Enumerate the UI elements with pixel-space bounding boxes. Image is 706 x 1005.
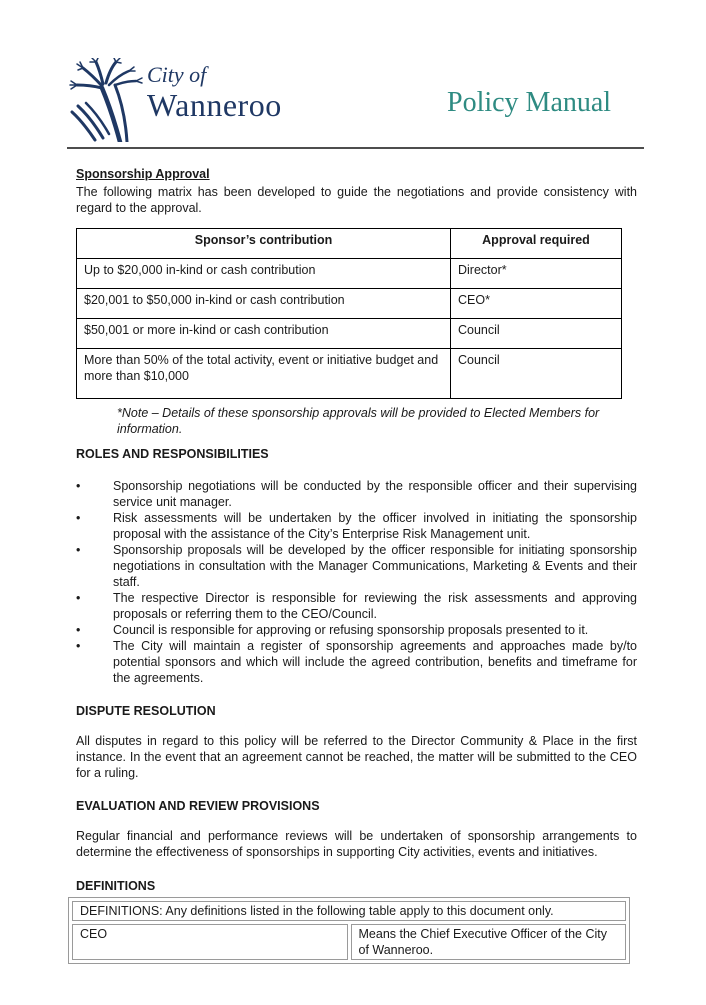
table-row — [77, 349, 622, 399]
roles-bullet-list — [76, 478, 637, 686]
definitions-heading: DEFINITIONS — [76, 879, 156, 893]
logo-city-of: City of — [147, 62, 207, 87]
list-item — [76, 510, 637, 542]
table-row — [77, 319, 622, 349]
dispute-resolution-heading: DISPUTE RESOLUTION — [76, 704, 216, 718]
bullet-icon: • — [76, 591, 81, 605]
definitions-caption-cell: DEFINITIONS: Any definitions listed in the following table apply to this document only. — [72, 901, 626, 921]
definitions-table-wrapper — [68, 897, 630, 964]
definition-text-cell: Means the Chief Executive Officer of the City of Wanneroo. — [351, 924, 627, 960]
roles-heading: ROLES AND RESPONSIBILITIES — [76, 447, 269, 461]
header-divider — [67, 147, 644, 149]
definition-row — [72, 924, 626, 960]
dispute-resolution-paragraph: All disputes in regard to this policy will be referred to the Director Community & Place in the first instance. In the event that an agreement cannot be reached, the matter will be submitted to the CEO for a ruling. — [76, 734, 637, 780]
document-body — [76, 166, 637, 964]
evaluation-paragraph: Regular financial and performance reviews will be undertaken of sponsorship arrangements to determine the effectiveness of sponsorships in supporting City activities, events and initiatives. — [76, 829, 637, 859]
definitions-table — [69, 898, 629, 963]
approval-cell: Council — [451, 319, 622, 349]
approval-matrix-table — [76, 228, 622, 399]
column-header-approval: Approval required — [451, 229, 622, 259]
approval-cell: CEO* — [451, 289, 622, 319]
logo-wanneroo: Wanneroo — [147, 87, 282, 123]
bullet-text: The City will maintain a register of sponsorship agreements and approaches made by/to potential sponsors and which will include the agreed contribution, benefits and timeframe for the agreements. — [113, 639, 637, 685]
approval-cell: Council — [451, 349, 622, 399]
bullet-text: The respective Director is responsible for reviewing the risk assessments and approving proposals or referring them to the CEO/Council. — [113, 591, 637, 621]
bullet-icon: • — [76, 479, 81, 493]
kangaroo-paw-logo-icon — [66, 58, 146, 142]
evaluation-heading: EVALUATION AND REVIEW PROVISIONS — [76, 799, 320, 813]
list-item — [76, 542, 637, 590]
sponsorship-intro-paragraph: The following matrix has been developed to guide the negotiations and provide consistency with regard to the approval. — [76, 185, 637, 215]
column-header-contribution: Sponsor’s contribution — [77, 229, 451, 259]
table-header-row — [77, 229, 622, 259]
definitions-caption-row — [72, 901, 626, 921]
bullet-icon: • — [76, 623, 81, 637]
list-item — [76, 622, 637, 638]
bullet-icon: • — [76, 511, 81, 525]
bullet-icon: • — [76, 543, 81, 557]
bullet-icon: • — [76, 639, 81, 653]
bullet-text: Council is responsible for approving or refusing sponsorship proposals presented to it. — [113, 623, 589, 637]
bullet-text: Sponsorship proposals will be developed by the officer responsible for initiating sponsorship negotiations in consultation with the Manager Communications, Marketing & Events and their staff. — [113, 543, 637, 589]
list-item — [76, 590, 637, 622]
bullet-text: Risk assessments will be undertaken by the officer involved in initiating the sponsorship proposal with the assistance of the City’s Enterprise Risk Management unit. — [113, 511, 637, 541]
contribution-cell: $20,001 to $50,000 in-kind or cash contribution — [77, 289, 451, 319]
list-item — [76, 638, 637, 686]
list-item — [76, 478, 637, 510]
sponsorship-approval-heading: Sponsorship Approval — [76, 167, 210, 181]
contribution-cell: Up to $20,000 in-kind or cash contribution — [77, 259, 451, 289]
logo-wordmark — [147, 62, 282, 122]
table-row — [77, 259, 622, 289]
document-title: Policy Manual — [447, 87, 612, 118]
table-row — [77, 289, 622, 319]
definition-term-cell: CEO — [72, 924, 348, 960]
bullet-text: Sponsorship negotiations will be conducted by the responsible officer and their supervising service unit manager. — [113, 479, 637, 509]
contribution-cell: More than 50% of the total activity, event or initiative budget and more than $10,000 — [77, 349, 451, 399]
table-footnote: *Note – Details of these sponsorship approvals will be provided to Elected Members for information. — [117, 406, 600, 436]
approval-cell: Director* — [451, 259, 622, 289]
contribution-cell: $50,001 or more in-kind or cash contribution — [77, 319, 451, 349]
